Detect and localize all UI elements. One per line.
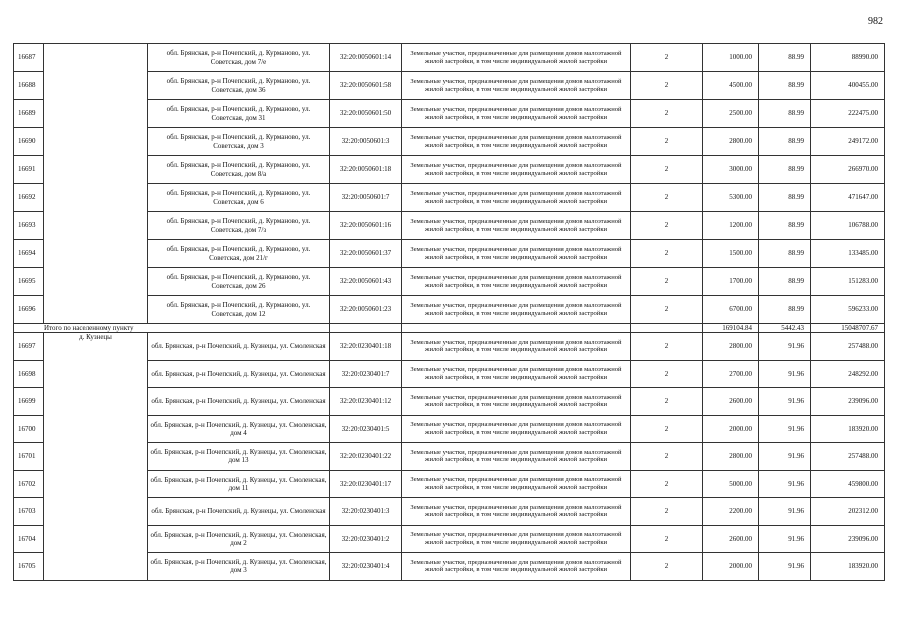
land-use-type: Земельные участки, предназначенные для размещения домов малоэтажной жилой застройки, в том числе индивидуальной жилой застройки (402, 268, 631, 296)
group-code: 2 (631, 268, 703, 296)
group-code: 2 (631, 333, 703, 361)
cadastral-number: 32:20:0050601:23 (330, 296, 402, 324)
settlement-name (44, 44, 148, 324)
specific-value: 91.96 (759, 498, 811, 526)
land-use-type: Земельные участки, предназначенные для размещения домов малоэтажной жилой застройки, в том числе индивидуальной жилой застройки (402, 470, 631, 498)
row-number: 16701 (14, 443, 44, 471)
empty-cell (402, 324, 631, 333)
area: 2200.00 (703, 498, 759, 526)
group-code: 2 (631, 388, 703, 416)
row-number: 16698 (14, 360, 44, 388)
group-code: 2 (631, 360, 703, 388)
address: обл. Брянская, р-н Почепский, д. Курманово, ул. Советская, дом 36 (148, 72, 330, 100)
specific-value: 88.99 (759, 184, 811, 212)
group-code: 2 (631, 443, 703, 471)
address: обл. Брянская, р-н Почепский, д. Кузнецы, ул. Смоленская (148, 333, 330, 361)
cadastral-value: 151283.00 (811, 268, 885, 296)
row-number: 16703 (14, 498, 44, 526)
address: обл. Брянская, р-н Почепский, д. Курманово, ул. Советская, дом 12 (148, 296, 330, 324)
cadastral-number: 32:20:0050601:3 (330, 128, 402, 156)
specific-value: 88.99 (759, 128, 811, 156)
specific-value: 91.96 (759, 388, 811, 416)
empty-cell (631, 324, 703, 333)
specific-value: 88.99 (759, 72, 811, 100)
address: обл. Брянская, р-н Почепский, д. Курманово, ул. Советская, дом 21/г (148, 240, 330, 268)
specific-value: 91.96 (759, 525, 811, 553)
cadastral-number: 32:20:0050601:50 (330, 100, 402, 128)
row-number: 16695 (14, 268, 44, 296)
cadastral-number: 32:20:0230401:22 (330, 443, 402, 471)
area: 2800.00 (703, 333, 759, 361)
total-specific-value: 5442.43 (759, 324, 811, 333)
area: 5300.00 (703, 184, 759, 212)
address: обл. Брянская, р-н Почепский, д. Курманово, ул. Советская, дом 3 (148, 128, 330, 156)
specific-value: 88.99 (759, 240, 811, 268)
area: 1000.00 (703, 44, 759, 72)
group-code: 2 (631, 128, 703, 156)
group-code: 2 (631, 553, 703, 581)
specific-value: 91.96 (759, 443, 811, 471)
row-number: 16700 (14, 415, 44, 443)
land-use-type: Земельные участки, предназначенные для размещения домов малоэтажной жилой застройки, в том числе индивидуальной жилой застройки (402, 156, 631, 184)
area: 1500.00 (703, 240, 759, 268)
area: 6700.00 (703, 296, 759, 324)
cadastral-number: 32:20:0050601:43 (330, 268, 402, 296)
row-number: 16692 (14, 184, 44, 212)
cadastral-value: 202312.00 (811, 498, 885, 526)
land-use-type: Земельные участки, предназначенные для размещения домов малоэтажной жилой застройки, в том числе индивидуальной жилой застройки (402, 415, 631, 443)
total-cadastral-value: 15048707.67 (811, 324, 885, 333)
page-number: 982 (868, 16, 883, 27)
row-number: 16693 (14, 212, 44, 240)
area: 2000.00 (703, 415, 759, 443)
row-number: 16694 (14, 240, 44, 268)
area: 2800.00 (703, 443, 759, 471)
group-code: 2 (631, 100, 703, 128)
group-code: 2 (631, 470, 703, 498)
cadastral-number: 32:20:0230401:7 (330, 360, 402, 388)
cadastral-number: 32:20:0230401:18 (330, 333, 402, 361)
cadastral-value: 183920.00 (811, 553, 885, 581)
area: 2000.00 (703, 553, 759, 581)
row-number: 16691 (14, 156, 44, 184)
group-code: 2 (631, 184, 703, 212)
specific-value: 91.96 (759, 333, 811, 361)
land-use-type: Земельные участки, предназначенные для размещения домов малоэтажной жилой застройки, в том числе индивидуальной жилой застройки (402, 443, 631, 471)
address: обл. Брянская, р-н Почепский, д. Курманово, ул. Советская, дом 8/а (148, 156, 330, 184)
cadastral-number: 32:20:0230401:12 (330, 388, 402, 416)
settlement-name: д. Кузнецы (44, 333, 148, 581)
area: 3000.00 (703, 156, 759, 184)
cadastral-number: 32:20:0050601:37 (330, 240, 402, 268)
cadastral-value: 471647.00 (811, 184, 885, 212)
land-use-type: Земельные участки, предназначенные для размещения домов малоэтажной жилой застройки, в том числе индивидуальной жилой застройки (402, 525, 631, 553)
address: обл. Брянская, р-н Почепский, д. Курманово, ул. Советская, дом 26 (148, 268, 330, 296)
address: обл. Брянская, р-н Почепский, д. Кузнецы, ул. Смоленская (148, 498, 330, 526)
group-code: 2 (631, 72, 703, 100)
cadastral-value: 239096.00 (811, 525, 885, 553)
address: обл. Брянская, р-н Почепский, д. Кузнецы, ул. Смоленская, дом 3 (148, 553, 330, 581)
total-area: 169104.84 (703, 324, 759, 333)
cadastral-value: 106788.00 (811, 212, 885, 240)
cadastral-value: 400455.00 (811, 72, 885, 100)
table-row (14, 333, 885, 361)
cadastral-value: 183920.00 (811, 415, 885, 443)
cadastral-number: 32:20:0050601:16 (330, 212, 402, 240)
row-number: 16705 (14, 553, 44, 581)
area: 2700.00 (703, 360, 759, 388)
cadastral-number: 32:20:0050601:18 (330, 156, 402, 184)
land-use-type: Земельные участки, предназначенные для размещения домов малоэтажной жилой застройки, в том числе индивидуальной жилой застройки (402, 296, 631, 324)
cadastral-value: 88990.00 (811, 44, 885, 72)
cadastral-number: 32:20:0230401:17 (330, 470, 402, 498)
table-body (14, 44, 885, 581)
address: обл. Брянская, р-н Почепский, д. Курманово, ул. Советская, дом 7/з (148, 212, 330, 240)
land-use-type: Земельные участки, предназначенные для размещения домов малоэтажной жилой застройки, в том числе индивидуальной жилой застройки (402, 240, 631, 268)
row-number: 16687 (14, 44, 44, 72)
group-code: 2 (631, 296, 703, 324)
group-code: 2 (631, 525, 703, 553)
row-number: 16704 (14, 525, 44, 553)
cadastral-value: 257488.00 (811, 443, 885, 471)
land-use-type: Земельные участки, предназначенные для размещения домов малоэтажной жилой застройки, в том числе индивидуальной жилой застройки (402, 388, 631, 416)
address: обл. Брянская, р-н Почепский, д. Кузнецы, ул. Смоленская, дом 2 (148, 525, 330, 553)
land-use-type: Земельные участки, предназначенные для размещения домов малоэтажной жилой застройки, в том числе индивидуальной жилой застройки (402, 333, 631, 361)
land-use-type: Земельные участки, предназначенные для размещения домов малоэтажной жилой застройки, в том числе индивидуальной жилой застройки (402, 44, 631, 72)
specific-value: 88.99 (759, 156, 811, 184)
group-code: 2 (631, 498, 703, 526)
area: 2800.00 (703, 128, 759, 156)
cadastral-number: 32:20:0230401:4 (330, 553, 402, 581)
land-use-type: Земельные участки, предназначенные для размещения домов малоэтажной жилой застройки, в том числе индивидуальной жилой застройки (402, 184, 631, 212)
row-number: 16702 (14, 470, 44, 498)
address: обл. Брянская, р-н Почепский, д. Курманово, ул. Советская, дом 31 (148, 100, 330, 128)
group-code: 2 (631, 156, 703, 184)
address: обл. Брянская, р-н Почепский, д. Кузнецы, ул. Смоленская, дом 4 (148, 415, 330, 443)
cadastral-number: 32:20:0050601:14 (330, 44, 402, 72)
area: 4500.00 (703, 72, 759, 100)
cadastral-value: 257488.00 (811, 333, 885, 361)
cadastral-value-table (13, 43, 885, 581)
area: 5000.00 (703, 470, 759, 498)
cadastral-value: 248292.00 (811, 360, 885, 388)
land-use-type: Земельные участки, предназначенные для размещения домов малоэтажной жилой застройки, в том числе индивидуальной жилой застройки (402, 498, 631, 526)
row-number: 16688 (14, 72, 44, 100)
specific-value: 88.99 (759, 100, 811, 128)
address: обл. Брянская, р-н Почепский, д. Кузнецы, ул. Смоленская (148, 388, 330, 416)
group-code: 2 (631, 44, 703, 72)
area: 1200.00 (703, 212, 759, 240)
cadastral-number: 32:20:0050601:7 (330, 184, 402, 212)
land-use-type: Земельные участки, предназначенные для размещения домов малоэтажной жилой застройки, в том числе индивидуальной жилой застройки (402, 72, 631, 100)
cadastral-number: 32:20:0230401:3 (330, 498, 402, 526)
land-use-type: Земельные участки, предназначенные для размещения домов малоэтажной жилой застройки, в том числе индивидуальной жилой застройки (402, 212, 631, 240)
cadastral-number: 32:20:0050601:58 (330, 72, 402, 100)
specific-value: 88.99 (759, 268, 811, 296)
cadastral-value: 133485.00 (811, 240, 885, 268)
cadastral-value: 249172.00 (811, 128, 885, 156)
row-number: 16699 (14, 388, 44, 416)
address: обл. Брянская, р-н Почепский, д. Кузнецы, ул. Смоленская (148, 360, 330, 388)
area: 2500.00 (703, 100, 759, 128)
area: 2600.00 (703, 525, 759, 553)
specific-value: 91.96 (759, 415, 811, 443)
cadastral-value: 222475.00 (811, 100, 885, 128)
land-use-type: Земельные участки, предназначенные для размещения домов малоэтажной жилой застройки, в том числе индивидуальной жилой застройки (402, 553, 631, 581)
row-number: 16696 (14, 296, 44, 324)
total-label: Итого по населенному пункту (14, 324, 330, 333)
group-code: 2 (631, 212, 703, 240)
specific-value: 88.99 (759, 44, 811, 72)
cadastral-value: 459800.00 (811, 470, 885, 498)
land-use-type: Земельные участки, предназначенные для размещения домов малоэтажной жилой застройки, в том числе индивидуальной жилой застройки (402, 128, 631, 156)
empty-cell (330, 324, 402, 333)
specific-value: 91.96 (759, 553, 811, 581)
address: обл. Брянская, р-н Почепский, д. Кузнецы, ул. Смоленская, дом 11 (148, 470, 330, 498)
specific-value: 88.99 (759, 296, 811, 324)
cadastral-number: 32:20:0230401:2 (330, 525, 402, 553)
address: обл. Брянская, р-н Почепский, д. Курманово, ул. Советская, дом 6 (148, 184, 330, 212)
table-row (14, 44, 885, 72)
land-use-type: Земельные участки, предназначенные для размещения домов малоэтажной жилой застройки, в том числе индивидуальной жилой застройки (402, 360, 631, 388)
row-number: 16697 (14, 333, 44, 361)
area: 2600.00 (703, 388, 759, 416)
specific-value: 91.96 (759, 470, 811, 498)
group-code: 2 (631, 415, 703, 443)
area: 1700.00 (703, 268, 759, 296)
row-number: 16690 (14, 128, 44, 156)
address: обл. Брянская, р-н Почепский, д. Кузнецы, ул. Смоленская, дом 13 (148, 443, 330, 471)
land-use-type: Земельные участки, предназначенные для размещения домов малоэтажной жилой застройки, в том числе индивидуальной жилой застройки (402, 100, 631, 128)
specific-value: 91.96 (759, 360, 811, 388)
group-code: 2 (631, 240, 703, 268)
address: обл. Брянская, р-н Почепский, д. Курманово, ул. Советская, дом 7/е (148, 44, 330, 72)
cadastral-value: 266970.00 (811, 156, 885, 184)
cadastral-number: 32:20:0230401:5 (330, 415, 402, 443)
specific-value: 88.99 (759, 212, 811, 240)
cadastral-value: 239096.00 (811, 388, 885, 416)
row-number: 16689 (14, 100, 44, 128)
total-row (14, 324, 885, 333)
cadastral-value: 596233.00 (811, 296, 885, 324)
